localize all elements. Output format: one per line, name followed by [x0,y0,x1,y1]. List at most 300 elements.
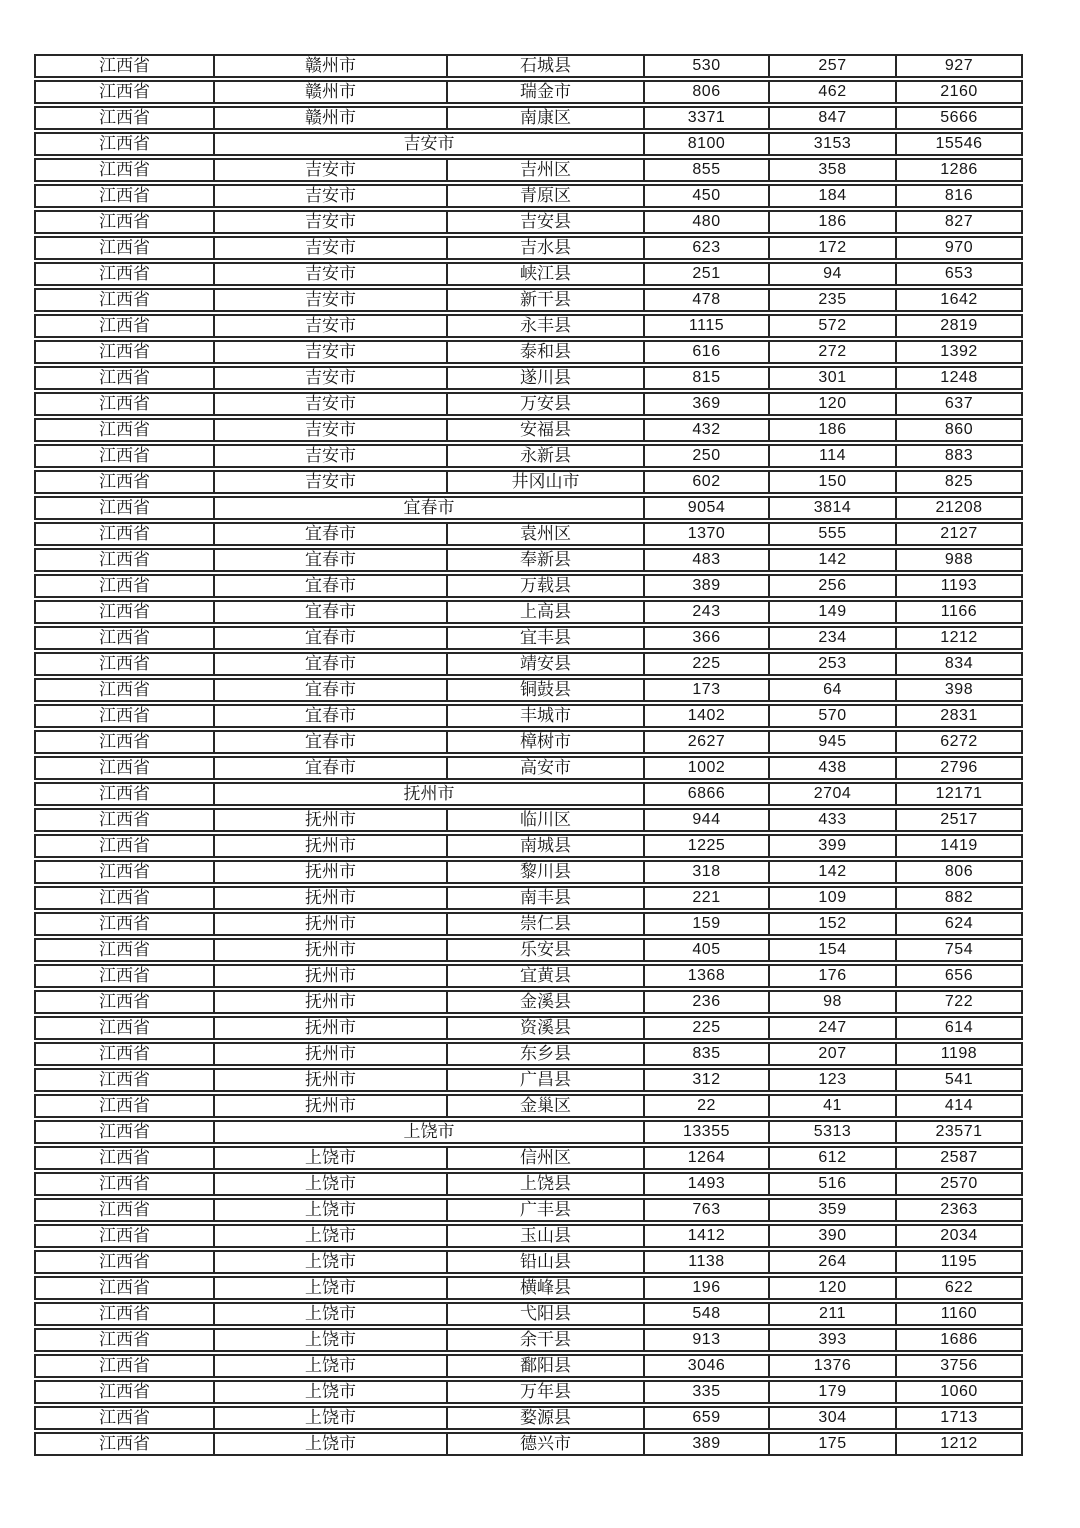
table-row [34,184,1023,208]
cell-value-1: 478 [644,288,769,312]
table-row [34,1042,1023,1066]
cell-value-1: 548 [644,1302,769,1326]
cell-value-2: 152 [769,912,896,936]
cell-value-3: 1195 [896,1250,1023,1274]
cell-value-2: 150 [769,470,896,494]
cell-value-2: 207 [769,1042,896,1066]
cell-county: 石城县 [447,54,644,78]
cell-value-1: 389 [644,1432,769,1456]
cell-value-3: 2587 [896,1146,1023,1170]
cell-value-2: 3153 [769,132,896,156]
cell-value-2: 64 [769,678,896,702]
cell-county: 上高县 [447,600,644,624]
cell-county: 万安县 [447,392,644,416]
cell-city: 赣州市 [214,80,447,104]
cell-value-3: 23571 [896,1120,1023,1144]
cell-province: 江西省 [34,990,214,1014]
cell-value-2: 359 [769,1198,896,1222]
cell-province: 江西省 [34,1302,214,1326]
cell-value-2: 186 [769,210,896,234]
cell-county: 上饶县 [447,1172,644,1196]
cell-value-3: 2517 [896,808,1023,832]
cell-province: 江西省 [34,626,214,650]
cell-value-1: 530 [644,54,769,78]
cell-province: 江西省 [34,704,214,728]
cell-province: 江西省 [34,340,214,364]
cell-value-1: 3371 [644,106,769,130]
cell-province: 江西省 [34,1250,214,1274]
cell-city: 吉安市 [214,392,447,416]
table-row [34,860,1023,884]
cell-value-3: 637 [896,392,1023,416]
cell-value-2: 186 [769,418,896,442]
cell-value-1: 1402 [644,704,769,728]
cell-value-2: 572 [769,314,896,338]
cell-county: 高安市 [447,756,644,780]
table-row-city-summary [34,782,1023,806]
cell-city: 抚州市 [214,990,447,1014]
cell-city: 宜春市 [214,548,447,572]
cell-county: 宜丰县 [447,626,644,650]
cell-value-3: 21208 [896,496,1023,520]
cell-value-3: 1060 [896,1380,1023,1404]
cell-value-1: 616 [644,340,769,364]
cell-value-1: 1115 [644,314,769,338]
table-row [34,444,1023,468]
cell-value-1: 225 [644,652,769,676]
cell-value-2: 154 [769,938,896,962]
cell-province: 江西省 [34,54,214,78]
cell-county: 玉山县 [447,1224,644,1248]
cell-value-1: 602 [644,470,769,494]
cell-province: 江西省 [34,470,214,494]
cell-value-2: 235 [769,288,896,312]
cell-value-1: 1138 [644,1250,769,1274]
cell-value-1: 389 [644,574,769,598]
table-row [34,652,1023,676]
cell-province: 江西省 [34,1016,214,1040]
cell-county: 万年县 [447,1380,644,1404]
cell-value-3: 2796 [896,756,1023,780]
cell-value-2: 1376 [769,1354,896,1378]
table-row [34,366,1023,390]
cell-value-1: 432 [644,418,769,442]
table-row [34,1068,1023,1092]
table-row [34,886,1023,910]
table-row [34,938,1023,962]
cell-value-2: 433 [769,808,896,832]
cell-value-3: 970 [896,236,1023,260]
cell-city: 抚州市 [214,964,447,988]
cell-value-2: 2704 [769,782,896,806]
cell-county: 靖安县 [447,652,644,676]
cell-value-1: 243 [644,600,769,624]
cell-province: 江西省 [34,80,214,104]
table-row [34,314,1023,338]
cell-county: 南康区 [447,106,644,130]
cell-value-2: 114 [769,444,896,468]
cell-value-1: 366 [644,626,769,650]
cell-value-2: 301 [769,366,896,390]
cell-city-merged: 上饶市 [214,1120,644,1144]
cell-city: 上饶市 [214,1276,447,1300]
table-row-city-summary [34,1120,1023,1144]
cell-value-2: 516 [769,1172,896,1196]
cell-city: 抚州市 [214,834,447,858]
cell-province: 江西省 [34,184,214,208]
cell-county: 安福县 [447,418,644,442]
cell-city: 吉安市 [214,184,447,208]
cell-value-1: 450 [644,184,769,208]
cell-value-3: 1166 [896,600,1023,624]
cell-province: 江西省 [34,392,214,416]
cell-value-2: 172 [769,236,896,260]
cell-value-3: 6272 [896,730,1023,754]
cell-county: 南丰县 [447,886,644,910]
cell-county: 奉新县 [447,548,644,572]
table-row [34,1276,1023,1300]
cell-value-3: 2570 [896,1172,1023,1196]
cell-value-3: 656 [896,964,1023,988]
cell-province: 江西省 [34,730,214,754]
cell-value-3: 816 [896,184,1023,208]
cell-value-2: 570 [769,704,896,728]
cell-county: 婺源县 [447,1406,644,1430]
cell-value-2: 438 [769,756,896,780]
cell-city-merged: 宜春市 [214,496,644,520]
cell-value-2: 3814 [769,496,896,520]
cell-city: 上饶市 [214,1172,447,1196]
cell-county: 吉州区 [447,158,644,182]
cell-value-1: 173 [644,678,769,702]
cell-city: 上饶市 [214,1302,447,1326]
cell-county: 永新县 [447,444,644,468]
cell-city: 赣州市 [214,54,447,78]
table-row [34,964,1023,988]
table-row [34,262,1023,286]
cell-value-3: 927 [896,54,1023,78]
cell-city: 抚州市 [214,912,447,936]
table-row [34,470,1023,494]
cell-value-3: 12171 [896,782,1023,806]
cell-city: 吉安市 [214,158,447,182]
cell-value-1: 1412 [644,1224,769,1248]
table-row [34,392,1023,416]
cell-value-3: 754 [896,938,1023,962]
cell-value-2: 247 [769,1016,896,1040]
cell-value-1: 6866 [644,782,769,806]
cell-value-1: 1493 [644,1172,769,1196]
cell-province: 江西省 [34,834,214,858]
cell-province: 江西省 [34,158,214,182]
cell-value-3: 806 [896,860,1023,884]
cell-value-2: 264 [769,1250,896,1274]
cell-county: 鄱阳县 [447,1354,644,1378]
cell-city: 吉安市 [214,418,447,442]
cell-province: 江西省 [34,1120,214,1144]
cell-value-2: 142 [769,548,896,572]
cell-value-3: 614 [896,1016,1023,1040]
table-row [34,340,1023,364]
cell-province: 江西省 [34,496,214,520]
cell-province: 江西省 [34,314,214,338]
cell-province: 江西省 [34,1354,214,1378]
table-row [34,678,1023,702]
table-row [34,1250,1023,1274]
table-row [34,1302,1023,1326]
cell-county: 樟树市 [447,730,644,754]
cell-value-1: 159 [644,912,769,936]
cell-value-1: 335 [644,1380,769,1404]
cell-value-1: 1264 [644,1146,769,1170]
cell-county: 南城县 [447,834,644,858]
cell-county: 峡江县 [447,262,644,286]
cell-county: 横峰县 [447,1276,644,1300]
table-row [34,522,1023,546]
cell-value-2: 399 [769,834,896,858]
cell-value-1: 236 [644,990,769,1014]
table-row [34,288,1023,312]
cell-value-3: 1248 [896,366,1023,390]
cell-value-1: 3046 [644,1354,769,1378]
cell-county: 铅山县 [447,1250,644,1274]
cell-city: 宜春市 [214,626,447,650]
cell-value-1: 13355 [644,1120,769,1144]
cell-value-1: 312 [644,1068,769,1092]
cell-county: 丰城市 [447,704,644,728]
cell-county: 弋阳县 [447,1302,644,1326]
cell-value-2: 304 [769,1406,896,1430]
cell-value-3: 834 [896,652,1023,676]
cell-value-1: 944 [644,808,769,832]
cell-value-1: 623 [644,236,769,260]
cell-county: 东乡县 [447,1042,644,1066]
cell-value-2: 142 [769,860,896,884]
cell-county: 广丰县 [447,1198,644,1222]
cell-value-1: 22 [644,1094,769,1118]
cell-value-2: 41 [769,1094,896,1118]
cell-city: 宜春市 [214,522,447,546]
cell-value-3: 1212 [896,626,1023,650]
cell-value-3: 624 [896,912,1023,936]
cell-province: 江西省 [34,1224,214,1248]
cell-county: 井冈山市 [447,470,644,494]
cell-value-3: 2831 [896,704,1023,728]
cell-province: 江西省 [34,678,214,702]
table-row [34,704,1023,728]
cell-value-3: 1419 [896,834,1023,858]
cell-county: 黎川县 [447,860,644,884]
cell-county: 泰和县 [447,340,644,364]
table-row [34,1328,1023,1352]
cell-province: 江西省 [34,1432,214,1456]
cell-province: 江西省 [34,938,214,962]
cell-value-1: 9054 [644,496,769,520]
cell-value-1: 480 [644,210,769,234]
cell-city: 抚州市 [214,938,447,962]
cell-city: 抚州市 [214,1042,447,1066]
cell-city: 宜春市 [214,574,447,598]
cell-city: 上饶市 [214,1224,447,1248]
cell-value-3: 825 [896,470,1023,494]
cell-province: 江西省 [34,1146,214,1170]
cell-value-2: 120 [769,392,896,416]
cell-value-2: 358 [769,158,896,182]
cell-value-1: 763 [644,1198,769,1222]
table-row [34,574,1023,598]
cell-province: 江西省 [34,522,214,546]
cell-value-1: 913 [644,1328,769,1352]
cell-value-3: 1212 [896,1432,1023,1456]
cell-value-1: 815 [644,366,769,390]
cell-county: 广昌县 [447,1068,644,1092]
cell-county: 乐安县 [447,938,644,962]
cell-county: 袁州区 [447,522,644,546]
cell-city: 抚州市 [214,808,447,832]
cell-province: 江西省 [34,1042,214,1066]
cell-city: 宜春市 [214,756,447,780]
cell-county: 崇仁县 [447,912,644,936]
cell-county: 新干县 [447,288,644,312]
table-row [34,1224,1023,1248]
cell-province: 江西省 [34,600,214,624]
cell-county: 万载县 [447,574,644,598]
cell-county: 余干县 [447,1328,644,1352]
cell-province: 江西省 [34,1172,214,1196]
cell-value-2: 256 [769,574,896,598]
cell-value-3: 860 [896,418,1023,442]
cell-county: 宜黄县 [447,964,644,988]
cell-value-2: 393 [769,1328,896,1352]
cell-value-2: 94 [769,262,896,286]
cell-value-3: 2363 [896,1198,1023,1222]
cell-value-2: 847 [769,106,896,130]
cell-value-2: 390 [769,1224,896,1248]
cell-city: 上饶市 [214,1432,447,1456]
cell-province: 江西省 [34,262,214,286]
cell-province: 江西省 [34,574,214,598]
cell-city: 赣州市 [214,106,447,130]
cell-value-2: 253 [769,652,896,676]
cell-value-2: 272 [769,340,896,364]
cell-city: 抚州市 [214,1016,447,1040]
cell-city: 上饶市 [214,1406,447,1430]
cell-value-3: 1642 [896,288,1023,312]
cell-province: 江西省 [34,106,214,130]
cell-value-2: 123 [769,1068,896,1092]
cell-value-3: 883 [896,444,1023,468]
cell-province: 江西省 [34,444,214,468]
table-row-city-summary [34,132,1023,156]
cell-county: 资溪县 [447,1016,644,1040]
cell-value-3: 882 [896,886,1023,910]
table-row [34,548,1023,572]
cell-value-3: 2160 [896,80,1023,104]
table-row [34,730,1023,754]
cell-province: 江西省 [34,1406,214,1430]
cell-city: 上饶市 [214,1146,447,1170]
cell-county: 德兴市 [447,1432,644,1456]
cell-value-3: 1686 [896,1328,1023,1352]
cell-value-2: 612 [769,1146,896,1170]
cell-value-1: 855 [644,158,769,182]
table-body [34,54,1023,1456]
cell-value-1: 8100 [644,132,769,156]
cell-province: 江西省 [34,1068,214,1092]
table-row [34,912,1023,936]
cell-province: 江西省 [34,288,214,312]
cell-city: 上饶市 [214,1354,447,1378]
table-row [34,1380,1023,1404]
table-row [34,236,1023,260]
cell-province: 江西省 [34,1198,214,1222]
cell-province: 江西省 [34,912,214,936]
cell-value-3: 1392 [896,340,1023,364]
cell-value-2: 211 [769,1302,896,1326]
cell-city: 吉安市 [214,236,447,260]
cell-province: 江西省 [34,1328,214,1352]
cell-value-1: 318 [644,860,769,884]
cell-value-3: 1198 [896,1042,1023,1066]
cell-value-1: 1368 [644,964,769,988]
cell-province: 江西省 [34,236,214,260]
cell-value-3: 414 [896,1094,1023,1118]
table-row [34,1406,1023,1430]
cell-value-3: 2127 [896,522,1023,546]
table-row [34,1094,1023,1118]
cell-county: 铜鼓县 [447,678,644,702]
table-row [34,158,1023,182]
table-row [34,1198,1023,1222]
cell-city: 抚州市 [214,1068,447,1092]
cell-value-1: 225 [644,1016,769,1040]
cell-value-1: 196 [644,1276,769,1300]
cell-county: 遂川县 [447,366,644,390]
cell-value-3: 1713 [896,1406,1023,1430]
cell-province: 江西省 [34,366,214,390]
table-row [34,1016,1023,1040]
cell-value-3: 3756 [896,1354,1023,1378]
cell-value-1: 2627 [644,730,769,754]
cell-value-2: 184 [769,184,896,208]
cell-county: 临川区 [447,808,644,832]
cell-city: 上饶市 [214,1380,447,1404]
table-row [34,210,1023,234]
cell-city: 吉安市 [214,210,447,234]
table-row [34,1432,1023,1456]
table-row-city-summary [34,496,1023,520]
cell-value-3: 541 [896,1068,1023,1092]
cell-city: 吉安市 [214,470,447,494]
cell-value-3: 5666 [896,106,1023,130]
cell-county: 吉安县 [447,210,644,234]
table-row [34,756,1023,780]
cell-value-1: 369 [644,392,769,416]
cell-city: 吉安市 [214,314,447,338]
table-row [34,600,1023,624]
cell-city: 吉安市 [214,366,447,390]
cell-value-3: 622 [896,1276,1023,1300]
table-row [34,106,1023,130]
cell-value-1: 483 [644,548,769,572]
cell-city: 吉安市 [214,288,447,312]
table-row [34,626,1023,650]
cell-city: 抚州市 [214,886,447,910]
cell-city: 吉安市 [214,340,447,364]
cell-province: 江西省 [34,132,214,156]
table-row [34,418,1023,442]
cell-province: 江西省 [34,808,214,832]
